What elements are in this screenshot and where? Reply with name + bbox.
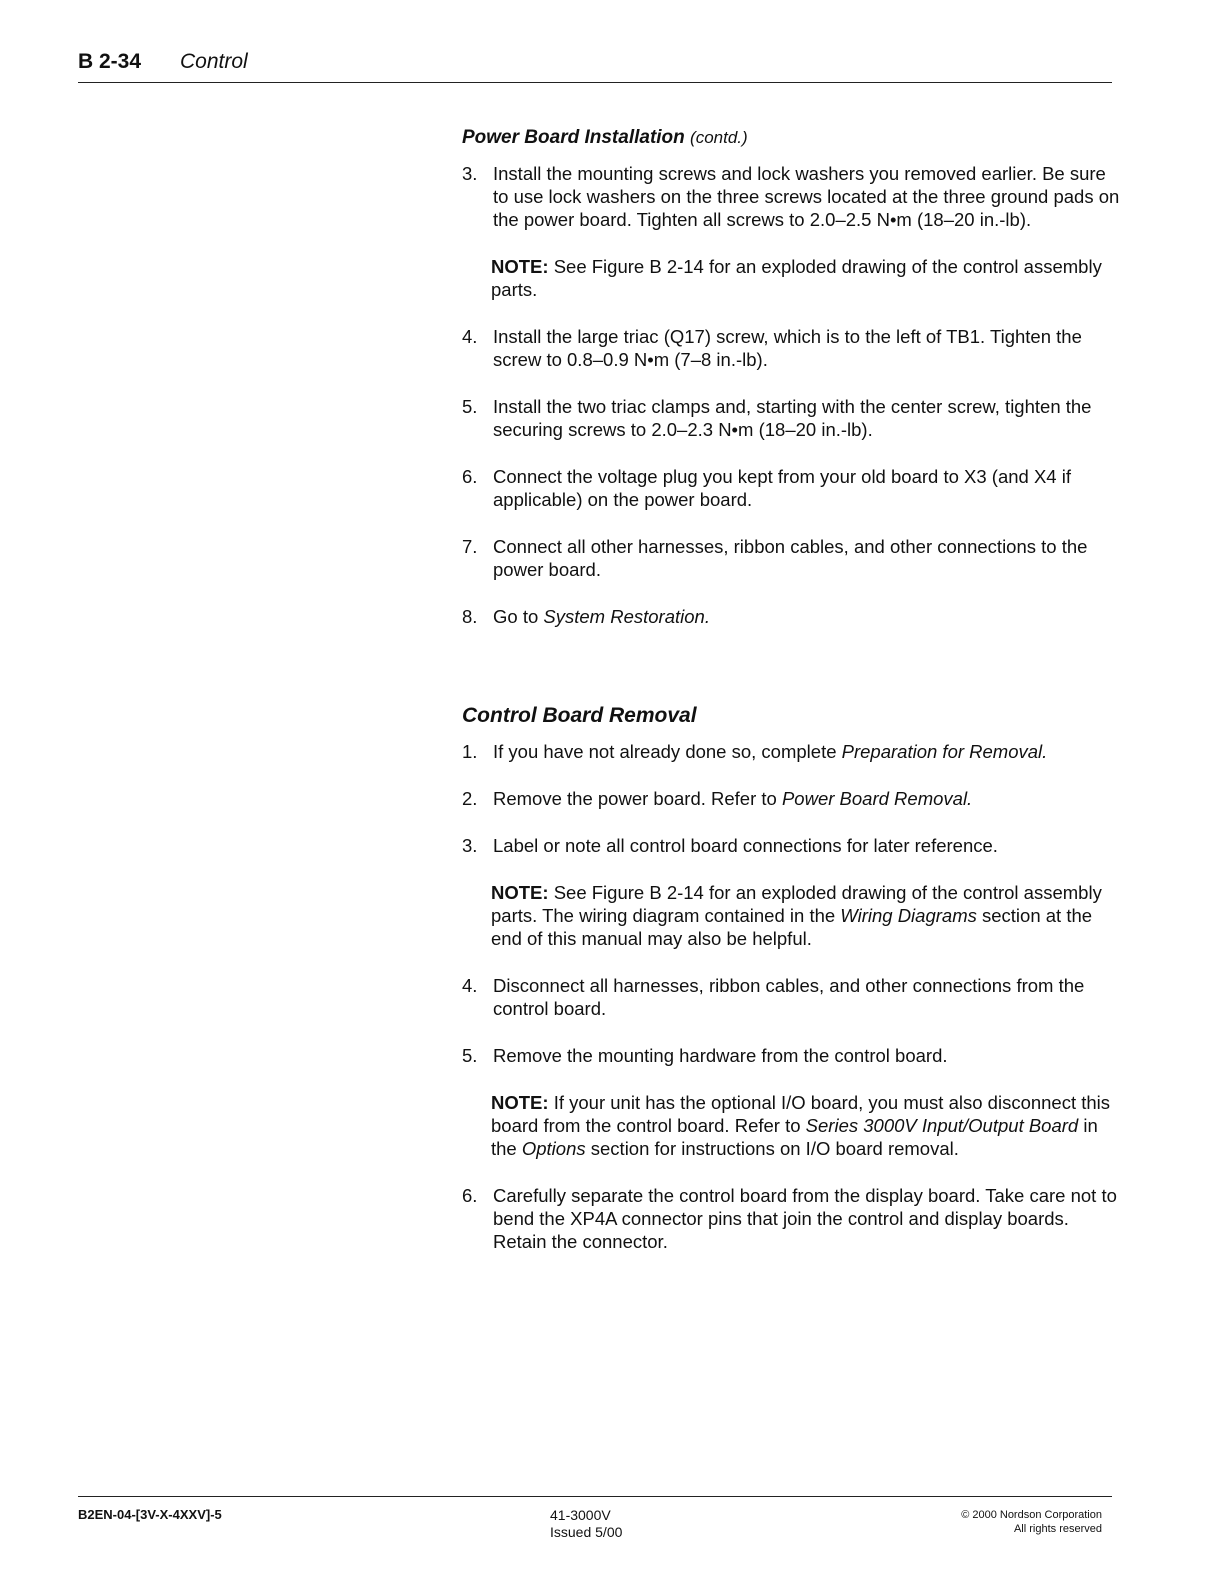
copyright-block [961,1508,1102,1536]
control-removal-heading: Control Board Removal [462,704,697,727]
removal-step-6: 6. Carefully separate the control board from the display board. Take care not to bend the XP4A connector pins that join the control and display boards. Retain the connector. [462,1185,1117,1252]
removal-step-1: 1. If you have not already done so, complete Preparation for Removal. [462,741,1048,762]
section-number: B 2-34 [78,50,142,73]
power-install-heading: Power Board Installation (contd.) [462,127,748,148]
removal-step-2: 2. Remove the power board. Refer to Power Board Removal. [462,788,973,809]
removal-step-5: 5. Remove the mounting hardware from the control board. [462,1045,948,1066]
document-code: B2EN-04-[3V-X-4XXV]-5 [78,1507,222,1522]
install-step-7: 7. Connect all other harnesses, ribbon cables, and other connections to the power board. [462,536,1088,580]
section-title: Control [180,50,248,73]
removal-step-4: 4. Disconnect all harnesses, ribbon cables, and other connections from the control board. [462,975,1085,1019]
install-step-3: 3. Install the mounting screws and lock washers you removed earlier. Be sure to use lock washers on the three screws located at the three ground pads on the power board. Tighten all screws to 2.0–2.5 N•m (18–20 in.-lb). [462,163,1120,230]
system-restoration-ref: System Restoration. [543,606,710,627]
removal-note-1: NOTE: See Figure B 2-14 for an exploded drawing of the control assembly parts. The wiring diagram contained in the Wiring Diagrams section at the end of this manual may also be helpful. [491,882,1102,949]
heading-suffix: (contd.) [690,128,748,147]
copyright: © 2000 Nordson Corporation [961,1509,1102,1521]
removal-step-3: 3. Label or note all control board connections for later reference. [462,835,998,856]
install-note: NOTE: See Figure B 2-14 for an exploded drawing of the control assembly parts. [491,256,1102,300]
part-number-block [550,1507,622,1541]
rights-reserved: All rights reserved [1013,1523,1102,1535]
install-step-4: 4. Install the large triac (Q17) screw, which is to the left of TB1. Tighten the screw to 0.8–0.9 N•m (7–8 in.-lb). [462,326,1082,370]
power-board-removal-ref: Power Board Removal. [781,788,973,809]
page-header [78,48,1112,83]
removal-note-2: NOTE: If your unit has the optional I/O board, you must also disconnect this board from the control board. Refer to Series 3000V Input/Output Board in the Options section for instructions on I/O board removal. [491,1092,1111,1159]
main-content [462,126,1122,1277]
install-step-5: 5. Install the two triac clamps and, starting with the center screw, tighten the securing screws to 2.0–2.3 N•m (18–20 in.-lb). [462,396,1092,440]
part-number: 41-3000V [550,1507,611,1523]
install-step-6: 6. Connect the voltage plug you kept from your old board to X3 (and X4 if applicable) on the power board. [462,466,1071,510]
install-step-8: 8. Go to System Restoration. [462,606,710,627]
issue-date: Issued 5/00 [550,1524,623,1540]
page-footer [78,1496,1112,1540]
preparation-ref: Preparation for Removal. [841,741,1048,762]
